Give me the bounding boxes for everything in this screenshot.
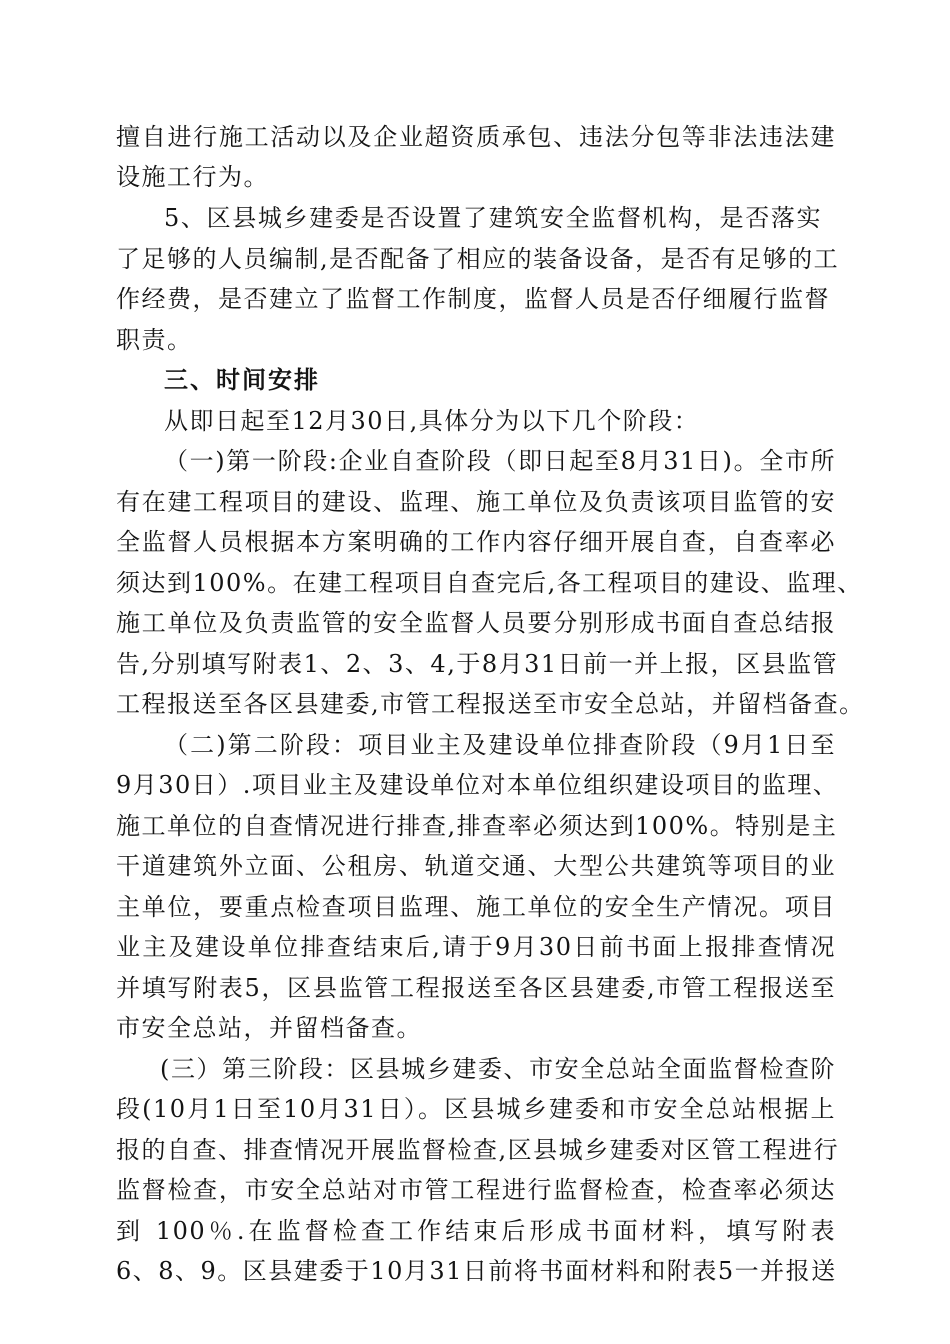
paragraph-line: 从即日起至12月30日,具体分为以下几个阶段： bbox=[164, 407, 700, 435]
paragraph-line: （二)第二阶段：项目业主及建设单位排查阶段（9月1日至 bbox=[164, 731, 836, 759]
paragraph-line: 干道建筑外立面、公租房、轨道交通、大型公共建筑等项目的业 bbox=[116, 852, 836, 880]
paragraph-line: 并填写附表5，区县监管工程报送至各区县建委,市管工程报送至 bbox=[116, 974, 836, 1002]
paragraph-line: 5、区县城乡建委是否设置了建筑安全监督机构，是否落实 bbox=[164, 204, 822, 232]
paragraph-line: （一)第一阶段:企业自查阶段（即日起至8月31日)。全市所 bbox=[164, 447, 836, 475]
paragraph-line: 市安全总站，并留档备查。 bbox=[116, 1014, 422, 1042]
paragraph-line: 工程报送至各区县建委,市管工程报送至市安全总站，并留档备查。 bbox=[116, 690, 865, 718]
paragraph-line: 到 100％.在监督检查工作结束后形成书面材料，填写附表 bbox=[116, 1217, 836, 1245]
paragraph-line: 须达到100%。在建工程项目自查完后,各工程项目的建设、监理、 bbox=[116, 569, 863, 597]
paragraph-line: 主单位，要重点检查项目监理、施工单位的安全生产情况。项目 bbox=[116, 893, 836, 921]
paragraph-line: 报的自查、排查情况开展监督检查,区县城乡建委对区管工程进行 bbox=[116, 1136, 840, 1164]
paragraph-line: 9月30日）.项目业主及建设单位对本单位组织建设项目的监理、 bbox=[116, 771, 839, 799]
paragraph-line: 有在建工程项目的建设、监理、施工单位及负责该项目监管的安 bbox=[116, 488, 836, 516]
paragraph-line: 施工单位的自查情况进行排查,排查率必须达到100%。特别是主 bbox=[116, 812, 838, 840]
paragraph-line: 6、8、9。区县建委于10月31日前将书面材料和附表5一并报送 bbox=[116, 1257, 837, 1285]
paragraph-line: 段(10月1日至10月31日）。区县城乡建委和市安全总站根据上 bbox=[116, 1095, 836, 1123]
paragraph-line: 告,分别填写附表1、2、3、4,于8月31日前一并上报，区县监管 bbox=[116, 650, 839, 678]
paragraph-line: 监督检查，市安全总站对市管工程进行监督检查，检查率必须达 bbox=[116, 1176, 836, 1204]
paragraph-line: 施工单位及负责监管的安全监督人员要分别形成书面自查总结报 bbox=[116, 609, 836, 637]
section-heading: 三、时间安排 bbox=[164, 366, 320, 394]
paragraph-line: 作经费，是否建立了监督工作制度，监督人员是否仔细履行监督 bbox=[116, 285, 830, 313]
paragraph-line: 擅自进行施工活动以及企业超资质承包、违法分包等非法违法建 bbox=[116, 123, 836, 151]
paragraph-line: (三）第三阶段：区县城乡建委、市安全总站全面监督检查阶 bbox=[160, 1055, 836, 1083]
paragraph-line: 全监督人员根据本方案明确的工作内容仔细开展自查，自查率必 bbox=[116, 528, 836, 556]
paragraph-line: 设施工行为。 bbox=[116, 163, 269, 191]
paragraph-line: 职责。 bbox=[116, 326, 193, 354]
paragraph-line: 业主及建设单位排查结束后,请于9月30日前书面上报排查情况 bbox=[116, 933, 836, 961]
paragraph-line: 了足够的人员编制,是否配备了相应的装备设备，是否有足够的工 bbox=[116, 245, 840, 273]
